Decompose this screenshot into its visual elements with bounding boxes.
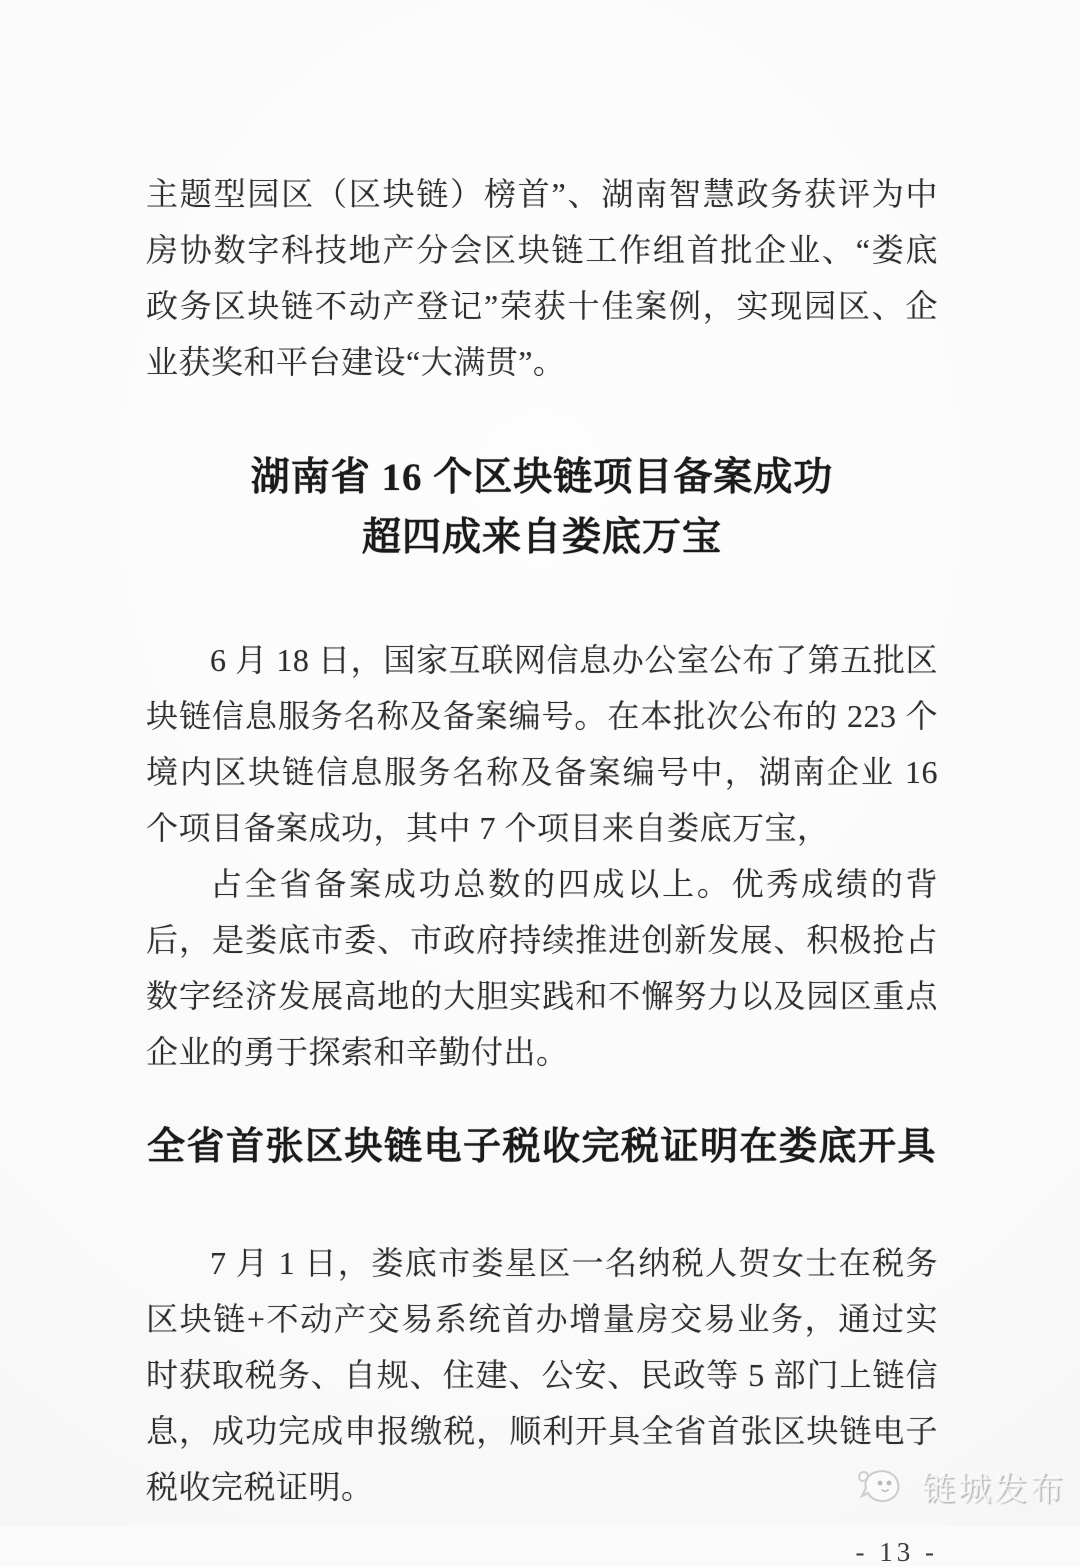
section1-title — [146, 448, 938, 568]
watermark — [856, 1462, 1066, 1510]
section1-paragraph-1: 6 月 18 日，国家互联网信息办公室公布了第五批区块链信息服务名称及备案编号。在本批次公布的 223 个境内区块链信息服务名称及备案编号中，湖南企业 16 个项目备案成功，其中 7 个项目来自娄底万宝， — [146, 642, 938, 846]
section2-title: 全省首张区块链电子税收完税证明在娄底开具 — [146, 1126, 937, 1168]
page-number: - 13 - — [855, 1537, 938, 1567]
section1-title-line2: 超四成来自娄底万宝 — [361, 516, 722, 559]
watermark-label: 链城发布 — [922, 1469, 1066, 1507]
intro-paragraph: 主题型园区（区块链）榜首”、湖南智慧政务获评为中房协数字科技地产分会区块链工作组首批企业、“娄底政务区块链不动产登记”荣获十佳案例，实现园区、企业获奖和平台建设“大满贯”。 — [146, 176, 938, 380]
watermark-bird-icon — [856, 1462, 912, 1510]
section1-paragraph-2: 占全省备案成功总数的四成以上。优秀成绩的背后，是娄底市委、市政府持续推进创新发展、积极抢占数字经济发展高地的大胆实践和不懈努力以及园区重点企业的勇于探索和辛勤付出。 — [146, 866, 938, 1070]
section2-paragraph-1: 7 月 1 日，娄底市娄星区一名纳税人贺女士在税务区块链+不动产交易系统首办增量房交易业务，通过实时获取税务、自规、住建、公安、民政等 5 部门上链信息，成功完成申报缴税，顺利开具全省首张区块链电子税收完税证明。 — [146, 1245, 938, 1505]
section1-title-line1: 湖南省 16 个区块链项目备案成功 — [250, 456, 834, 499]
